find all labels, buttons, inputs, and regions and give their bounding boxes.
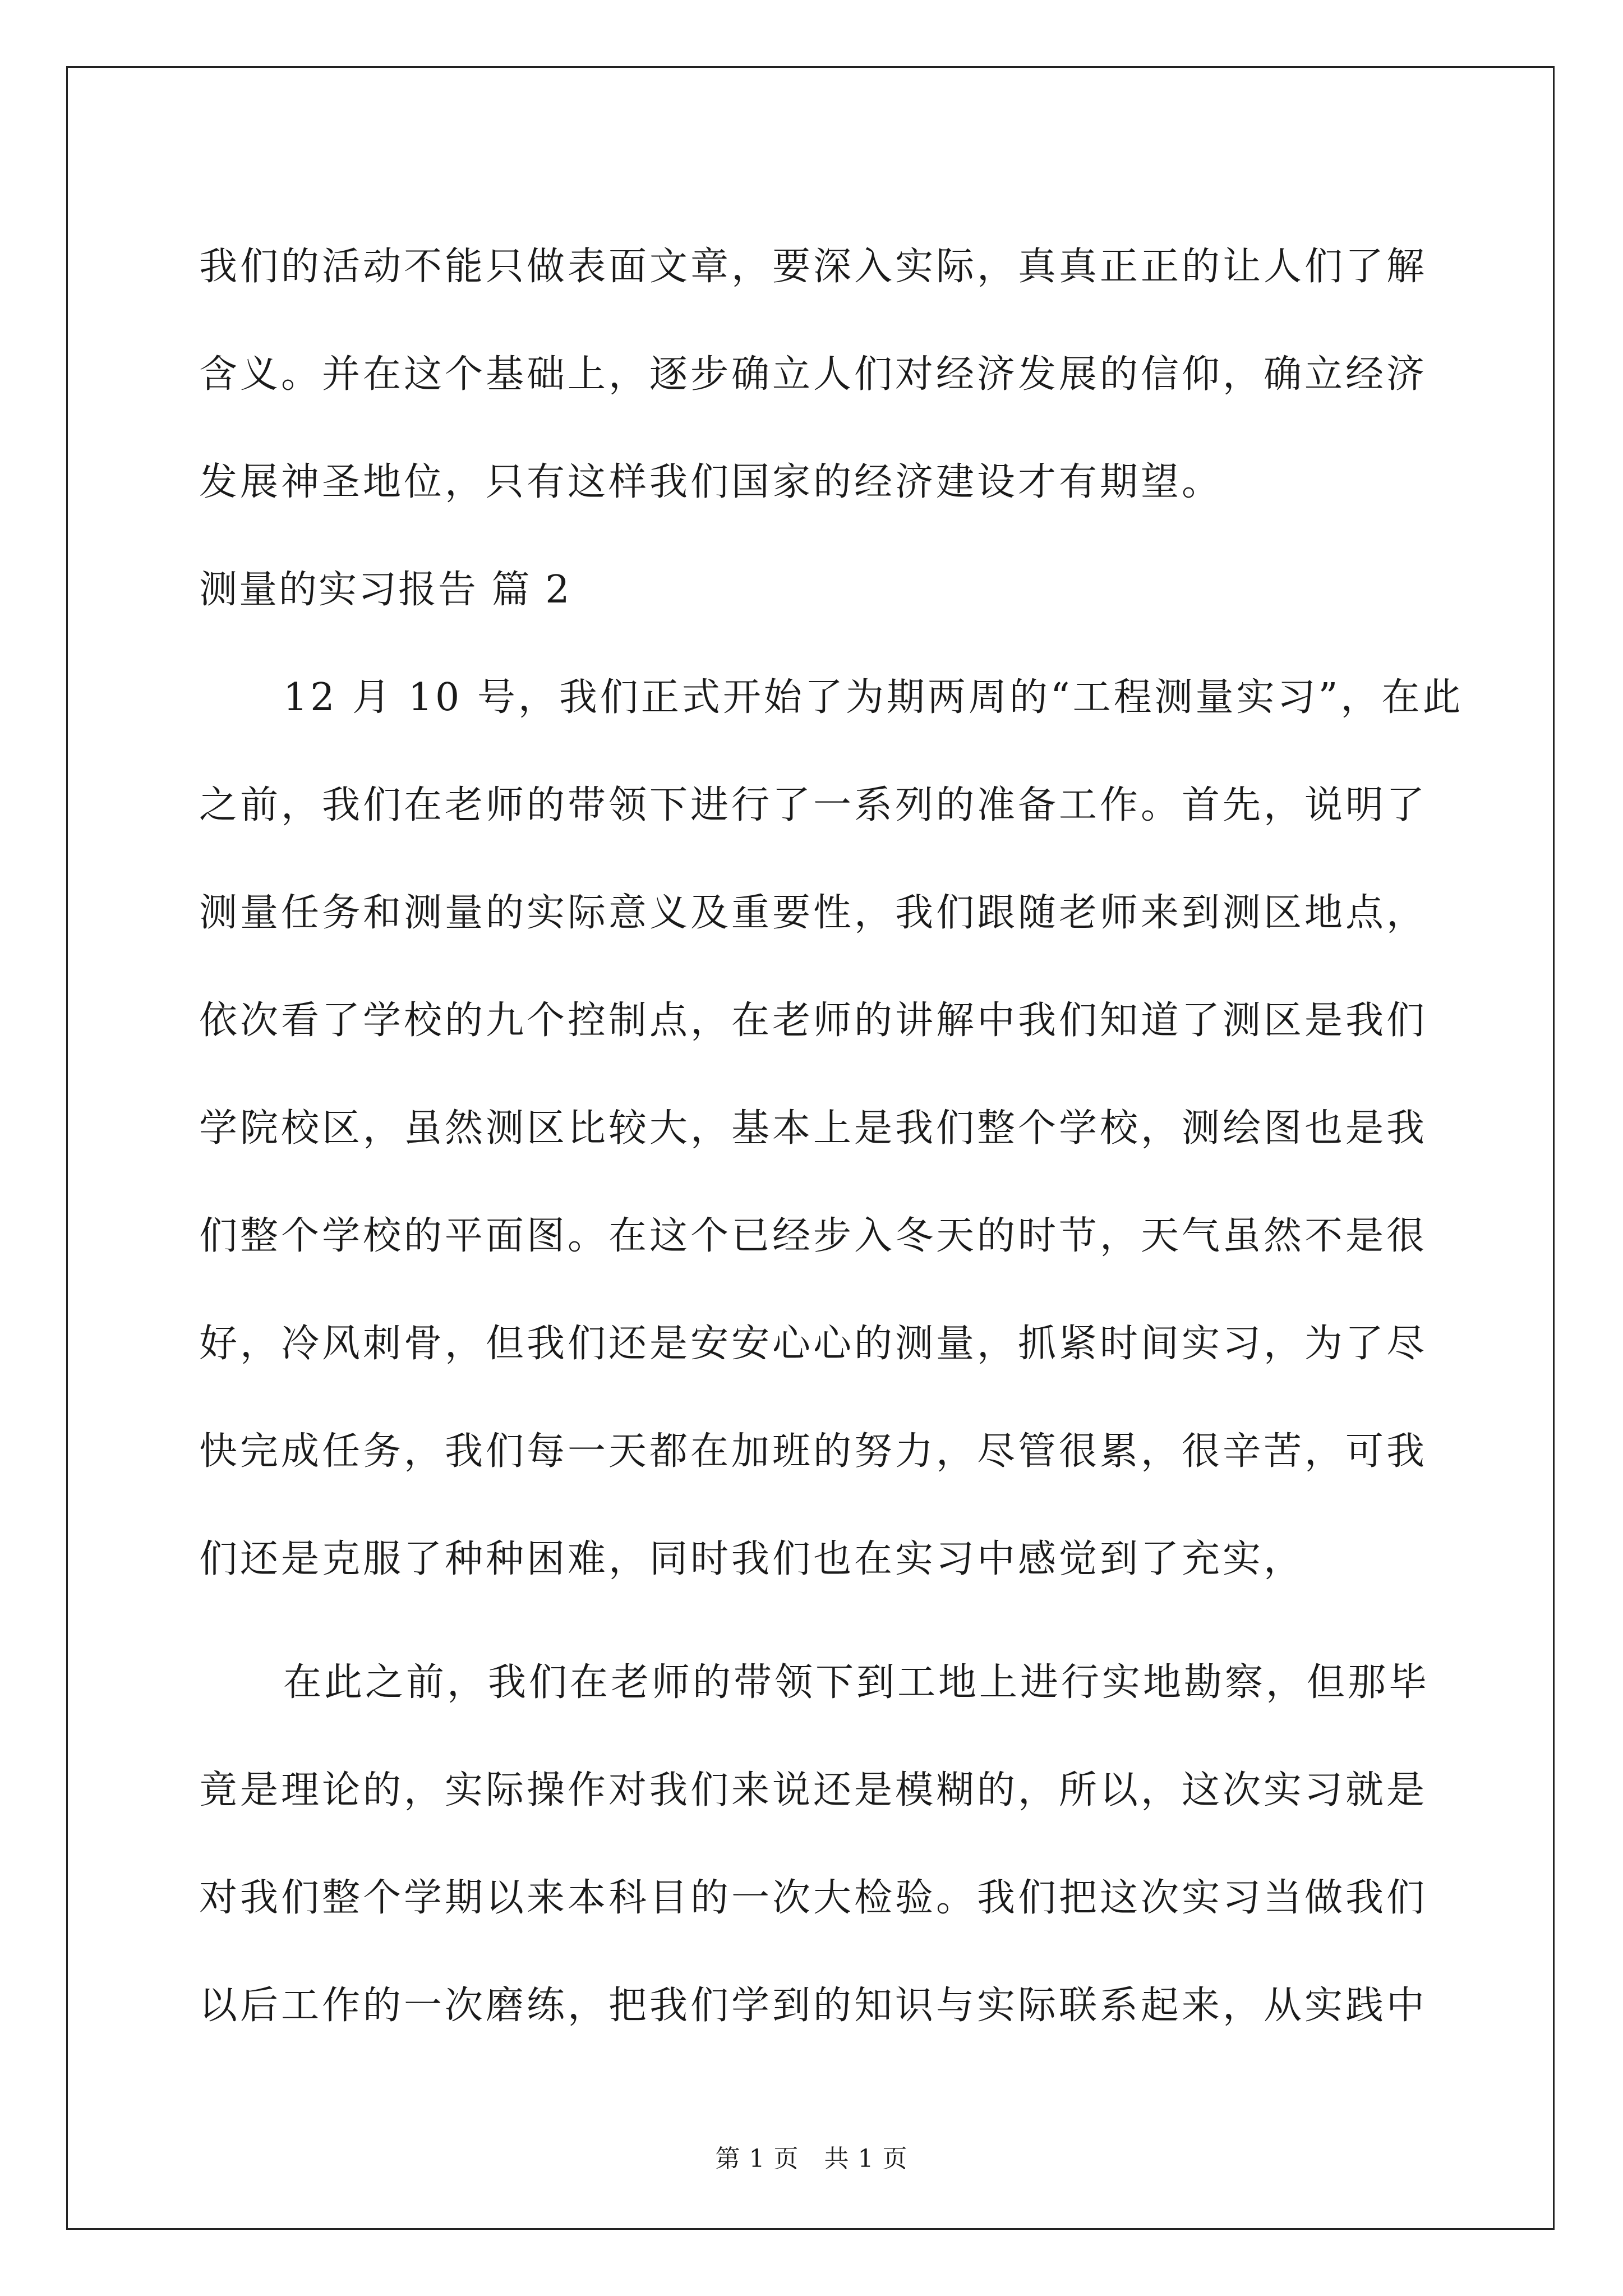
text-line: 竟是理论的，实际操作对我们来说还是模糊的，所以，这次实习就是: [199, 1768, 1428, 1812]
text-line: 好，冷风刺骨，但我们还是安安心心的测量，抓紧时间实习，为了尽: [199, 1322, 1428, 1366]
text-line: 发展神圣地位，只有这样我们国家的经济建设才有期望。: [199, 460, 1223, 504]
text-line: 们还是克服了种种困难，同时我们也在实习中感觉到了充实，: [199, 1537, 1305, 1581]
text-line: 12 月 10 号，我们正式开始了为期两周的“工程测量实习”，在此: [283, 675, 1464, 720]
text-line: 们整个学校的平面图。在这个已经步入冬天的时节，天气虽然不是很: [199, 1214, 1428, 1258]
text-line: 含义。并在这个基础上，逐步确立人们对经济发展的信仰，确立经济: [199, 352, 1428, 397]
text-line: 之前，我们在老师的带领下进行了一系列的准备工作。首先，说明了: [199, 783, 1428, 827]
text-line: 依次看了学校的九个控制点，在老师的讲解中我们知道了测区是我们: [199, 999, 1428, 1043]
section-heading: 测量的实习报告 篇 2: [199, 568, 571, 612]
text-line: 以后工作的一次磨练，把我们学到的知识与实际联系起来，从实践中: [199, 1984, 1428, 2028]
text-line: 我们的活动不能只做表面文章，要深入实际，真真正正的让人们了解: [199, 245, 1428, 289]
text-line: 快完成任务，我们每一天都在加班的努力，尽管很累，很辛苦，可我: [199, 1429, 1428, 1474]
document-body: [199, 213, 1464, 2060]
page-footer: 第 1 页 共 1 页: [715, 2145, 908, 2173]
text-line: 测量任务和测量的实际意义及重要性，我们跟随老师来到测区地点，: [199, 891, 1428, 935]
paragraph-gap: [199, 1613, 1427, 1629]
text-line: 在此之前，我们在老师的带领下到工地上进行实地勘察，但那毕: [283, 1660, 1430, 1705]
text-line: 对我们整个学期以来本科目的一次大检验。我们把这次实习当做我们: [199, 1876, 1428, 1920]
text-line: 学院校区，虽然测区比较大，基本上是我们整个学校，测绘图也是我: [199, 1106, 1428, 1151]
